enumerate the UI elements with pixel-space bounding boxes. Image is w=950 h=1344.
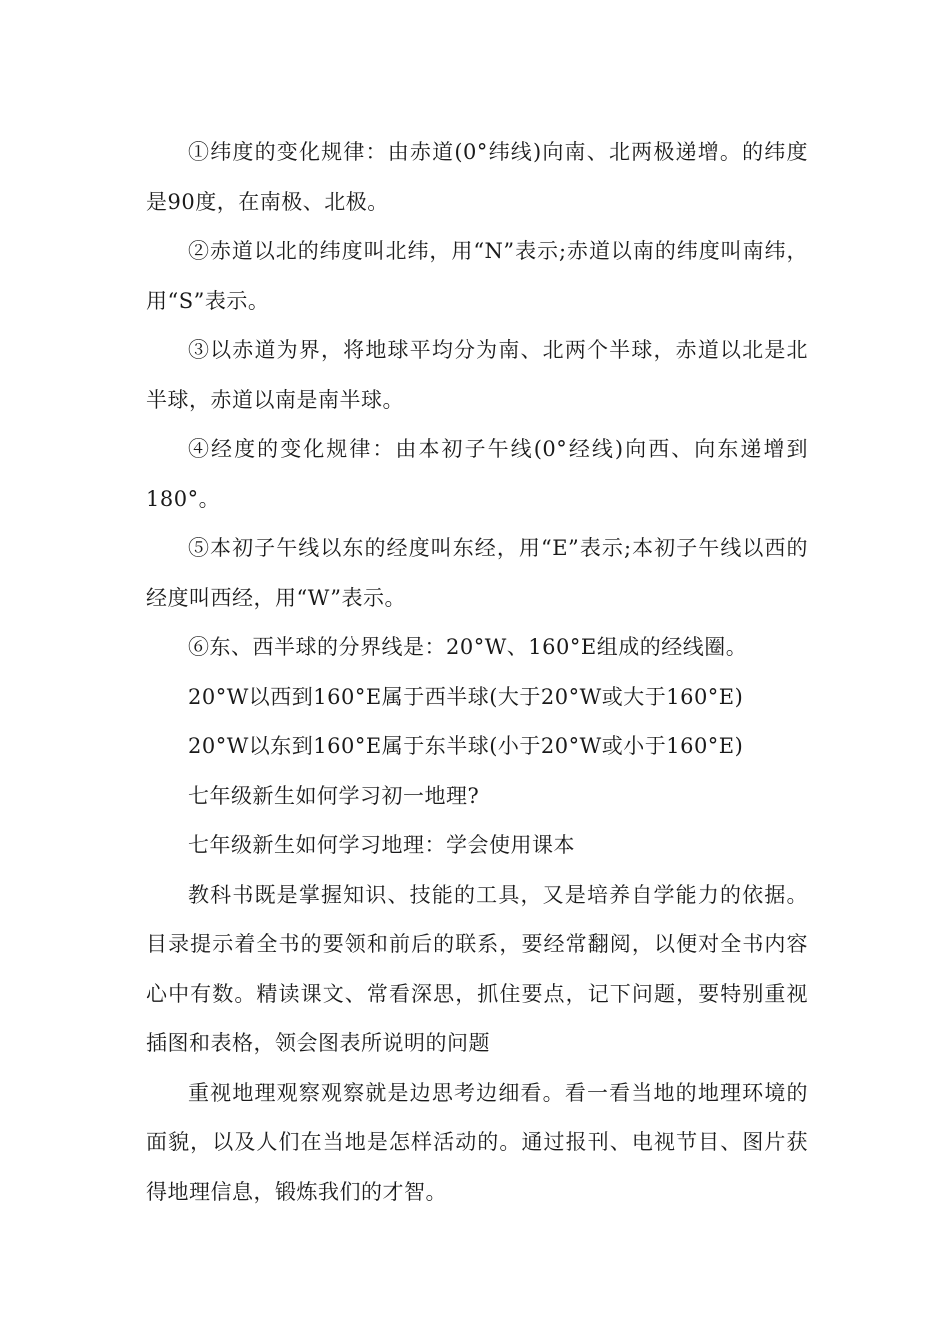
paragraph-latitude-rule: ①纬度的变化规律：由赤道(0°纬线)向南、北两极递增。的纬度是90度，在南极、北极。 (146, 140, 808, 214)
paragraph-use-textbook-heading: 七年级新生如何学习地理：学会使用课本 (188, 833, 575, 857)
paragraph-longitude-rule: ④经度的变化规律：由本初子午线(0°经线)向西、向东递增到180°。 (146, 437, 808, 511)
document-body (146, 128, 808, 1217)
paragraph-question-heading: 七年级新生如何学习初一地理? (188, 783, 480, 808)
paragraph-western-hemisphere: 20°W以西到160°E属于西半球(大于20°W或大于160°E) (188, 684, 744, 709)
paragraph-north-south-latitude: ②赤道以北的纬度叫北纬，用“N”表示;赤道以南的纬度叫南纬，用“S”表示。 (146, 239, 808, 313)
paragraph-eastern-hemisphere: 20°W以东到160°E属于东半球(小于20°W或小于160°E) (188, 734, 744, 758)
paragraph-hemispheres-equator: ③以赤道为界，将地球平均分为南、北两个半球，赤道以北是北半球，赤道以南是南半球。 (146, 338, 808, 412)
paragraph-east-west-longitude: ⑤本初子午线以东的经度叫东经，用“E”表示;本初子午线以西的经度叫西经，用“W”表示。 (146, 536, 808, 610)
paragraph-hemisphere-boundary: ⑥东、西半球的分界线是：20°W、160°E组成的经线圈。 (188, 635, 748, 659)
paragraph-geographic-observation: 重视地理观察观察就是边思考边细看。看一看当地的地理环境的面貌，以及人们在当地是怎样活动的。通过报刊、电视节目、图片获得地理信息，锻炼我们的才智。 (146, 1080, 808, 1204)
paragraph-textbook-usage: 教科书既是掌握知识、技能的工具，又是培养自学能力的依据。目录提示着全书的要领和前后的联系，要经常翻阅，以便对全书内容心中有数。精读课文、常看深思，抓住要点，记下问题，要特别重视插图和表格，领会图表所说明的问题 (146, 882, 808, 1055)
